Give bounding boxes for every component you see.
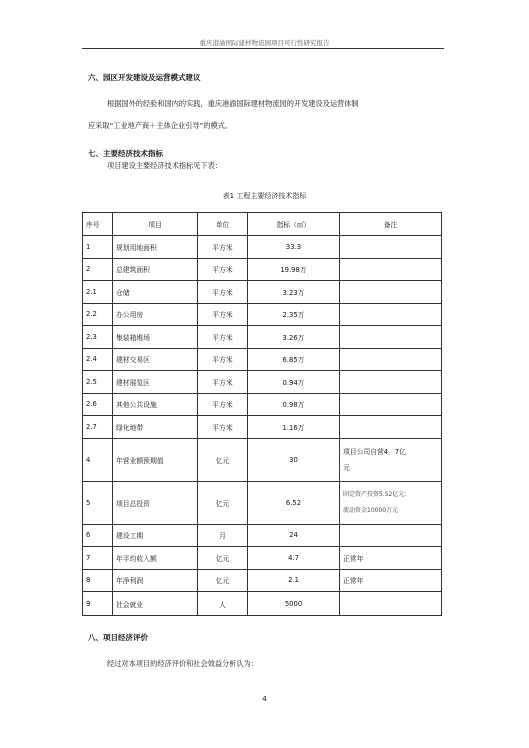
cell-unit: 月: [198, 524, 248, 547]
table-row: [83, 258, 442, 281]
cell-no: 6: [83, 524, 113, 547]
cell-item: 仓储: [113, 281, 198, 304]
cell-no: 2.2: [83, 303, 113, 326]
cell-item: 办公用房: [113, 303, 198, 326]
table-row: [83, 281, 442, 304]
cell-unit: 平方米: [198, 303, 248, 326]
cell-note: [340, 481, 442, 524]
running-header: 重庆港渝国际建材物流园项目可行性研究报告: [199, 39, 330, 47]
cell-unit: 亿元: [198, 569, 248, 592]
cell-note: [340, 393, 442, 416]
indicator-table: [82, 212, 442, 616]
cell-unit: 亿元: [198, 481, 248, 524]
cell-note: [340, 524, 442, 547]
cell-item: 规划用地面积: [113, 236, 198, 259]
cell-note: [340, 438, 442, 481]
cell-no: 7: [83, 547, 113, 570]
section6-heading: 六、园区开发建设及运营模式建议: [88, 73, 201, 82]
cell-item: 集装箱堆场: [113, 326, 198, 349]
cell-item: 项目总投资: [113, 481, 198, 524]
section8-intro: 经过对本项目的经济评价和社会效益分析认为：: [107, 659, 258, 668]
page-number: 4: [262, 695, 267, 703]
table-row: [83, 481, 442, 524]
table-row: [83, 236, 442, 259]
table-row: [83, 438, 442, 481]
cell-item: 总建筑面积: [113, 258, 198, 281]
cell-unit: 平方米: [198, 326, 248, 349]
table-row: [83, 303, 442, 326]
cell-no: 9: [83, 592, 113, 616]
section6-body-line2: 应采取“工业地产商＋主体企业引导”的模式。: [88, 121, 233, 130]
cell-item: 绿化地带: [113, 416, 198, 439]
cell-no: 2: [83, 258, 113, 281]
table-row: [83, 348, 442, 371]
section7-heading: 七、主要经济技术指标: [88, 149, 163, 158]
cell-unit: 平方米: [198, 348, 248, 371]
cell-note: [340, 348, 442, 371]
note-line: 项目公司自营4．7亿: [343, 447, 407, 456]
cell-unit: 亿元: [198, 547, 248, 570]
cell-no: 2.7: [83, 416, 113, 439]
note-line: 元: [343, 463, 350, 472]
cell-note: [340, 303, 442, 326]
cell-value: 0.94万: [248, 371, 340, 394]
cell-value: 6.52: [248, 481, 340, 524]
cell-note: [340, 592, 442, 616]
cell-value: 5000: [248, 592, 340, 616]
section6-body-line1: 根据国外的经验和国内的实践，重庆港渝国际建材物流园的开发建设及运营体制: [107, 99, 359, 108]
col-header-unit: 单位: [198, 213, 248, 236]
cell-note: [340, 236, 442, 259]
table-header-row: [83, 213, 442, 236]
cell-unit: 平方米: [198, 371, 248, 394]
cell-unit: 人: [198, 592, 248, 616]
cell-unit: 平方米: [198, 393, 248, 416]
header-rule: [82, 48, 444, 49]
cell-item: 年净利润: [113, 569, 198, 592]
cell-no: 1: [83, 236, 113, 259]
cell-note: [340, 326, 442, 349]
table-caption: 表1 工程主要经济技术指标: [222, 192, 307, 200]
cell-item: 社会就业: [113, 592, 198, 616]
cell-value: 1.16万: [248, 416, 340, 439]
cell-value: 2.1: [248, 569, 340, 592]
cell-note: [340, 281, 442, 304]
table-row: [83, 371, 442, 394]
cell-no: 2.6: [83, 393, 113, 416]
section7-intro: 项目建设主要经济技术指标见下表：: [107, 161, 223, 170]
cell-no: 2.1: [83, 281, 113, 304]
cell-value: 3.26万: [248, 326, 340, 349]
cell-note: 正常年: [340, 547, 442, 570]
cell-value: 30: [248, 438, 340, 481]
table-row: [83, 326, 442, 349]
cell-value: 0.98万: [248, 393, 340, 416]
cell-value: 6.85万: [248, 348, 340, 371]
col-header-no: 序号: [83, 213, 113, 236]
cell-item: 年平均收入额: [113, 547, 198, 570]
cell-note: [340, 258, 442, 281]
note-line: 固定资产投资5.52亿元；: [343, 490, 411, 498]
table-row: [83, 393, 442, 416]
cell-unit: 平方米: [198, 281, 248, 304]
cell-no: 2.3: [83, 326, 113, 349]
cell-value: 19.98万: [248, 258, 340, 281]
cell-no: 5: [83, 481, 113, 524]
table-row: [83, 547, 442, 570]
cell-unit: 平方米: [198, 236, 248, 259]
col-header-note: 备注: [340, 213, 442, 236]
cell-unit: 平方米: [198, 416, 248, 439]
cell-note: [340, 371, 442, 394]
col-header-item: 项目: [113, 213, 198, 236]
section8-heading: 八、项目经济评价: [88, 633, 148, 642]
cell-item: 建材展览区: [113, 371, 198, 394]
table-row: [83, 569, 442, 592]
cell-item: 年营业额预期值: [113, 438, 198, 481]
cell-item: 建材交易区: [113, 348, 198, 371]
cell-note: 正常年: [340, 569, 442, 592]
cell-value: 4.7: [248, 547, 340, 570]
table-row: [83, 592, 442, 616]
cell-note: [340, 416, 442, 439]
cell-value: 33.3: [248, 236, 340, 259]
note-line: 流动资金10000万元: [343, 506, 399, 514]
cell-no: 4: [83, 438, 113, 481]
table-row: [83, 416, 442, 439]
cell-item: 其他公共设施: [113, 393, 198, 416]
cell-value: 24: [248, 524, 340, 547]
cell-unit: 亿元: [198, 438, 248, 481]
cell-value: 2.35万: [248, 303, 340, 326]
cell-no: 2.5: [83, 371, 113, 394]
cell-unit: 平方米: [198, 258, 248, 281]
cell-no: 2.4: [83, 348, 113, 371]
cell-value: 3.23万: [248, 281, 340, 304]
cell-item: 建设工期: [113, 524, 198, 547]
col-header-value: 指标（㎡）: [248, 213, 340, 236]
table-row: [83, 524, 442, 547]
cell-no: 8: [83, 569, 113, 592]
